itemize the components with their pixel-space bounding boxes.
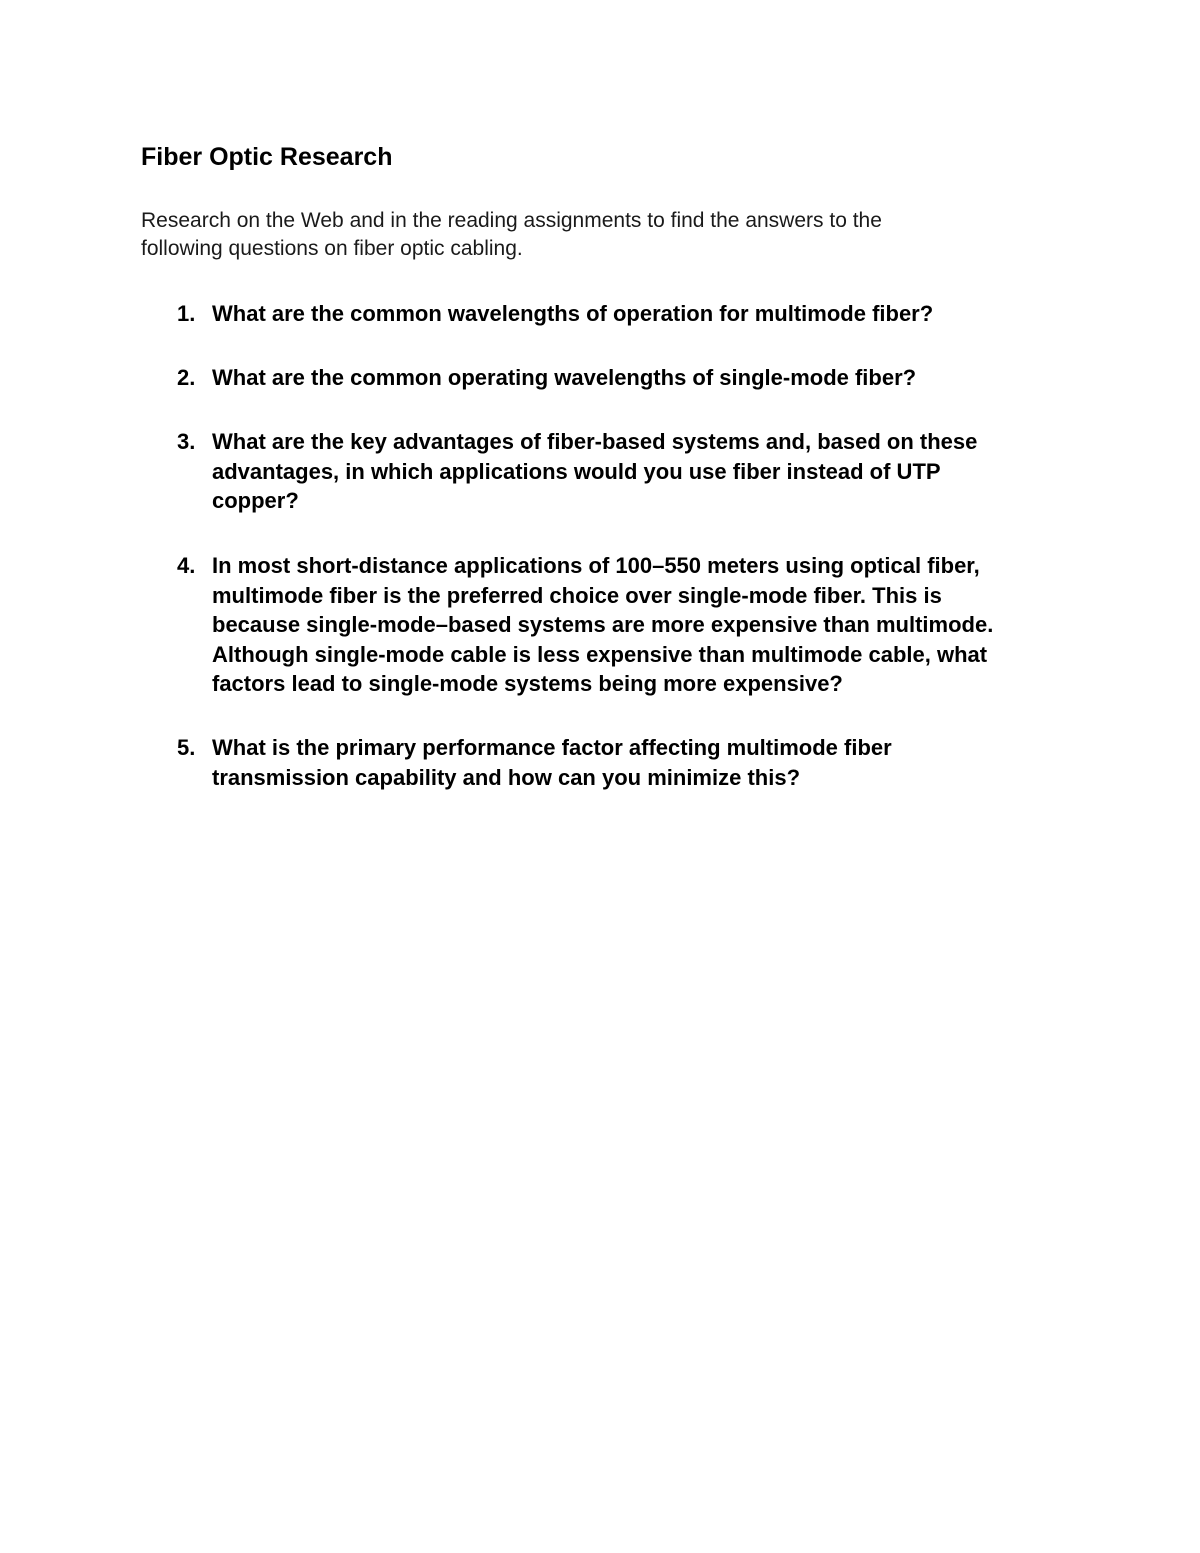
question-line: multimode fiber is the preferred choice over single-mode fiber. This is <box>212 582 942 608</box>
question-text <box>212 551 1081 699</box>
question-item <box>141 363 1081 393</box>
question-line: What are the common wavelengths of operation for multimode fiber? <box>212 301 934 326</box>
intro-paragraph <box>141 207 1041 263</box>
question-line: copper? <box>212 488 299 513</box>
question-number: 3. <box>177 429 196 454</box>
question-number: 4. <box>177 553 196 578</box>
question-line: What are the common operating wavelengths of single-mode fiber? <box>212 365 917 390</box>
question-line: What is the primary performance factor affecting multimode fiber <box>212 735 892 760</box>
question-text <box>212 427 1081 516</box>
question-number: 5. <box>177 735 196 760</box>
intro-line: following questions on fiber optic cabling. <box>141 237 523 260</box>
question-line: advantages, in which applications would you use fiber instead of UTP <box>212 458 941 484</box>
question-line: transmission capability and how can you minimize this? <box>212 764 801 790</box>
question-item <box>141 733 1081 792</box>
question-number: 1. <box>177 301 196 326</box>
document-title: Fiber Optic Research <box>141 143 393 171</box>
question-line: In most short-distance applications of 100–550 meters using optical fiber, <box>212 553 980 578</box>
question-text <box>212 733 1081 792</box>
question-line: What are the key advantages of fiber-based systems and, based on these <box>212 429 978 454</box>
question-item <box>141 427 1081 516</box>
question-text <box>212 299 1081 329</box>
question-item <box>141 551 1081 699</box>
question-line: factors lead to single-mode systems being more expensive? <box>212 671 843 696</box>
intro-line: Research on the Web and in the reading assignments to find the answers to the <box>141 209 882 232</box>
question-number: 2. <box>177 365 196 390</box>
question-item <box>141 299 1081 329</box>
question-text <box>212 363 1081 393</box>
question-line: because single-mode–based systems are more expensive than multimode. <box>212 612 994 637</box>
question-line: Although single-mode cable is less expensive than multimode cable, what <box>212 641 988 667</box>
